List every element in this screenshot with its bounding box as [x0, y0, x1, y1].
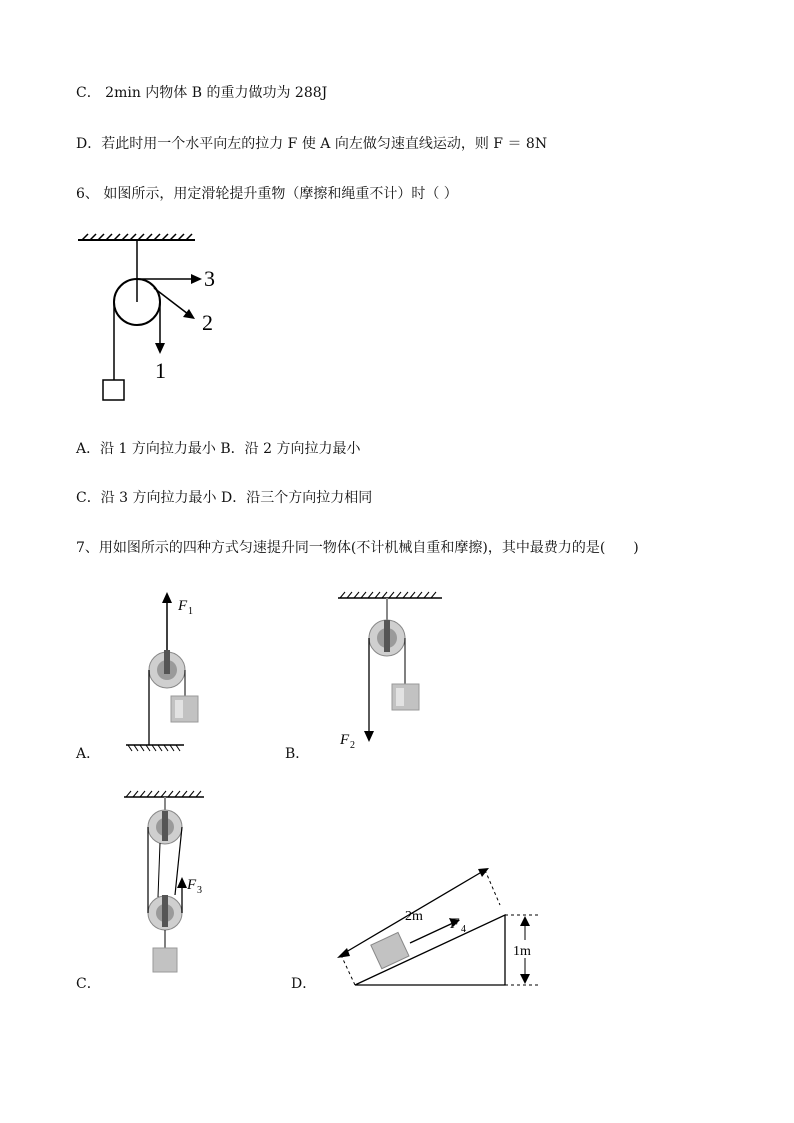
question-7: 7、用如图所示的四种方式匀速提升同一物体(不计机械自重和摩擦)，其中最费力的是( ): [76, 540, 639, 556]
svg-text:4: 4: [461, 924, 466, 935]
q7-figure-d: [325, 860, 550, 995]
direction-2-label: 2: [202, 310, 213, 335]
svg-text:1: 1: [188, 606, 193, 617]
slope-length-label: 2m: [405, 909, 423, 924]
q5-option-c: C． 2min 内物体 B 的重力做功为 288J: [76, 85, 328, 101]
direction-1-label: 1: [155, 358, 166, 383]
force-f2-label: F: [340, 732, 350, 748]
q6-fixed-pulley-figure: [70, 228, 240, 408]
q5-option-d: D．若此时用一个水平向左的拉力 F 使 A 向左做匀速直线运动，则 F ＝ 8N: [76, 136, 548, 152]
force-f3-label: F: [187, 877, 197, 893]
height-label: 1m: [513, 944, 531, 959]
svg-text:3: 3: [197, 885, 202, 896]
q6-options-ab: A．沿 1 方向拉力最小 B．沿 2 方向拉力最小: [76, 441, 361, 457]
q7-figure-c: [120, 785, 220, 980]
direction-3-label: 3: [204, 266, 215, 291]
svg-text:2: 2: [350, 740, 355, 751]
q7-figure-b: [330, 588, 450, 753]
force-f4-label: F: [450, 916, 460, 932]
force-f1-label: F: [178, 598, 188, 614]
q7-option-a-label: A．: [76, 746, 101, 762]
q6-options-cd: C．沿 3 方向拉力最小 D．沿三个方向拉力相同: [76, 490, 373, 506]
q7-option-d-label: D．: [291, 976, 317, 992]
q7-option-b-label: B．: [285, 746, 310, 762]
question-6: 6、 如图所示，用定滑轮提升重物（摩擦和绳重不计）时（ ）: [76, 186, 458, 202]
q7-figure-a: [120, 588, 230, 753]
q7-option-c-label: C．: [76, 976, 101, 992]
